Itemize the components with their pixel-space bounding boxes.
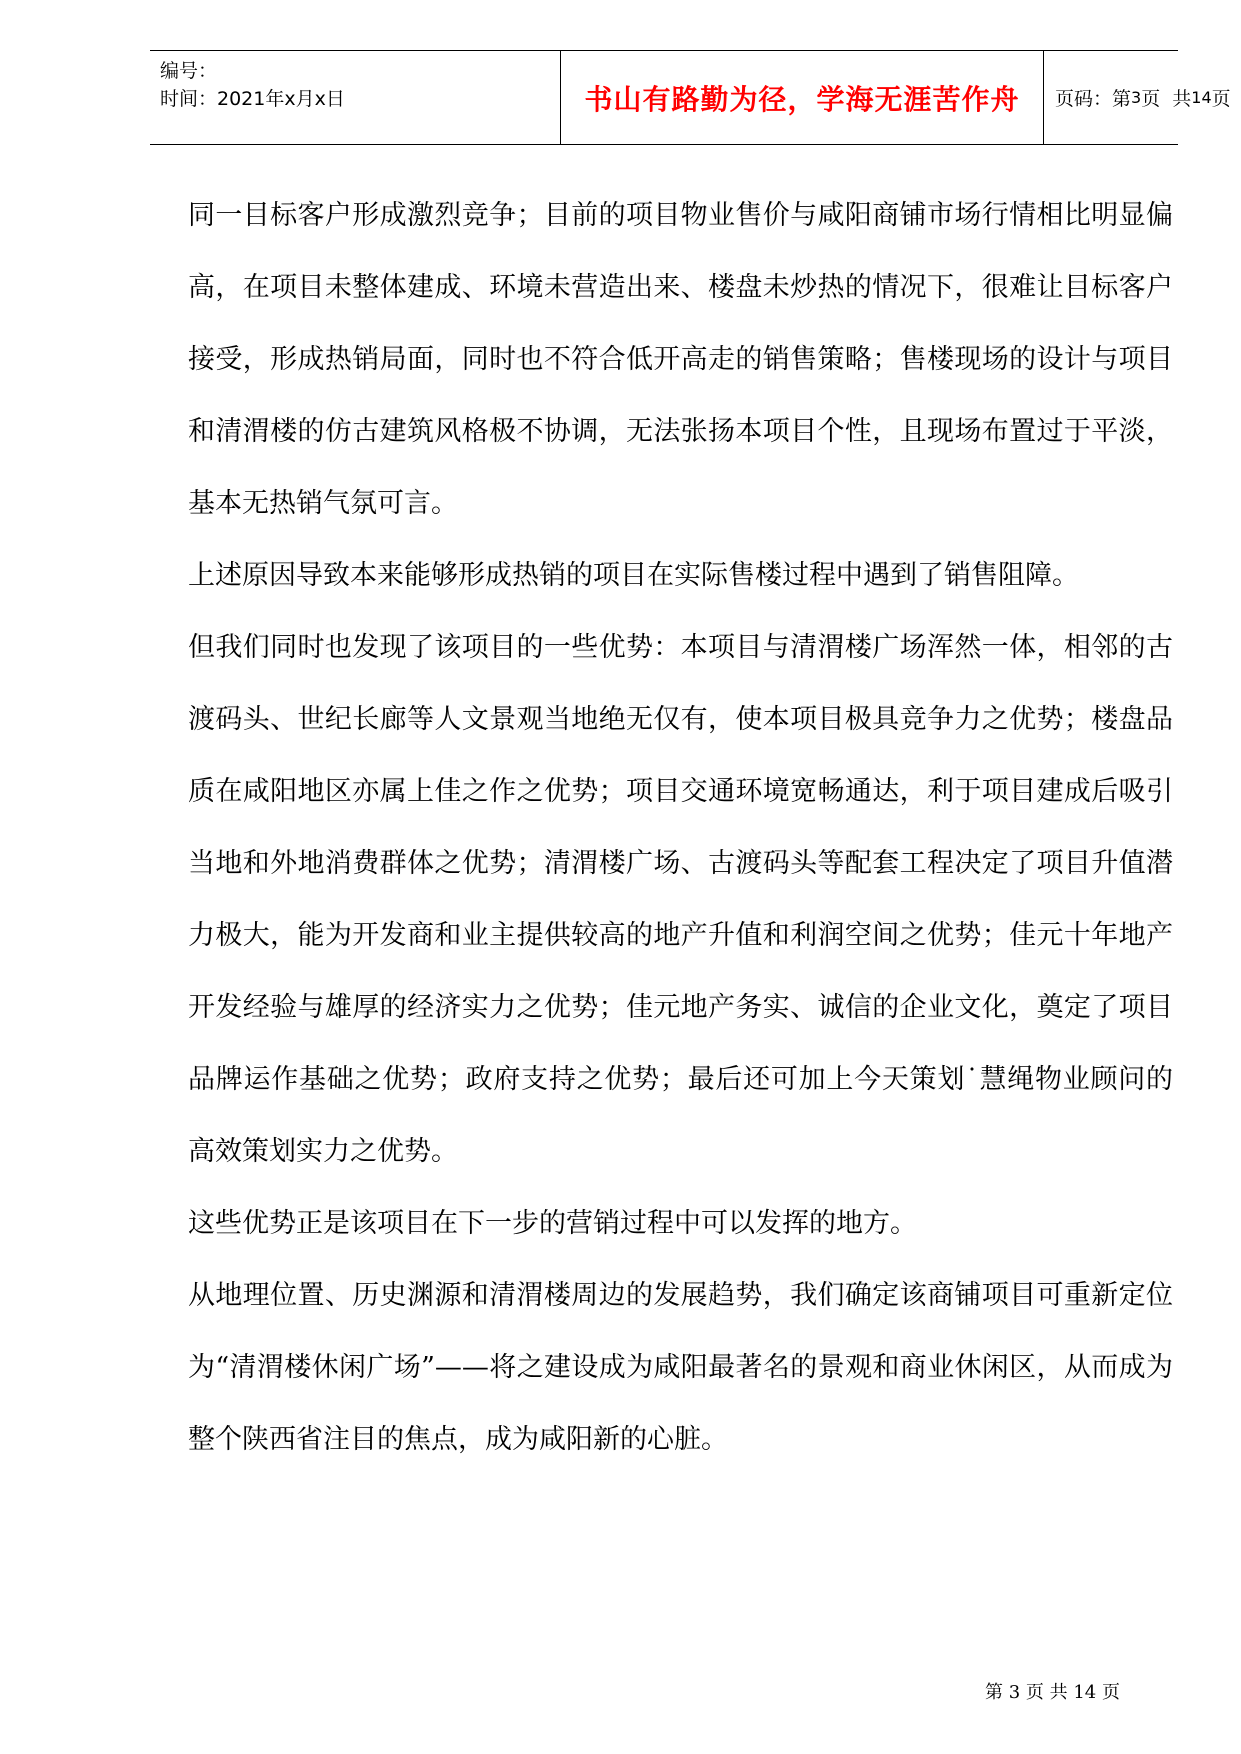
header-motto: 书山有路勤为径，学海无涯苦作舟 — [584, 82, 1020, 116]
body-paragraph: 从地理位置、历史渊源和清渭楼周边的发展趋势，我们确定该商铺项目可重新定位为“清渭楼休闲广场”——将之建设成为咸阳最著名的景观和商业休闲区，从而成为整个陕西省注目的焦点，成为咸阳新的心脏。 — [188, 1280, 1173, 1455]
document-body — [188, 180, 1173, 1476]
page-header — [150, 50, 1231, 145]
header-meta — [160, 57, 550, 113]
page-total: 14 — [1191, 88, 1212, 107]
document-number-label: 编号： — [160, 60, 218, 82]
page-number: 3 — [1131, 88, 1142, 107]
header-divider — [1043, 51, 1044, 144]
header-page-info — [1055, 51, 1231, 144]
body-paragraph: 这些优势正是该项目在下一步的营销过程中可以发挥的地方。 — [188, 1208, 917, 1239]
header-divider — [560, 51, 561, 144]
page-suffix: 页 — [1211, 88, 1231, 110]
page-prefix: 页码：第 — [1055, 88, 1132, 110]
body-paragraph: 上述原因导致本来能够形成热销的项目在实际售楼过程中遇到了销售阻障。 — [188, 560, 1079, 591]
body-paragraph: 但我们同时也发现了该项目的一些优势：本项目与清渭楼广场浑然一体，相邻的古渡码头、世纪长廊等人文景观当地绝无仅有，使本项目极具竞争力之优势；楼盘品质在咸阳地区亦属上佳之作之优势；项目交通环境宽畅通达，利于项目建成后吸引当地和外地消费群体之优势；清渭楼广场、古渡码头等配套工程决定了项目升值潜力极大，能为开发商和业主提供较高的地产升值和利润空间之优势；佳元十年地产开发经验与雄厚的经济实力之优势；佳元地产务实、诚信的企业文化，奠定了项目品牌运作基础之优势；政府支持之优势；最后还可加上今天策划˙慧绳物业顾问的高效策划实力之优势。 — [188, 632, 1173, 1167]
body-paragraph: 同一目标客户形成激烈竞争；目前的项目物业售价与咸阳商铺市场行情相比明显偏高，在项目未整体建成、环境未营造出来、楼盘未炒热的情况下，很难让目标客户接受，形成热销局面，同时也不符合低开高走的销售策略；售楼现场的设计与项目和清渭楼的仿古建筑风格极不协调，无法张扬本项目个性，且现场布置过于平淡，基本无热销气氛可言。 — [188, 200, 1173, 519]
page-footer: 第 3 页 共 14 页 — [985, 1682, 1120, 1703]
document-time-label: 时间：2021年x月x日 — [160, 88, 345, 110]
page-mid: 页 共 — [1141, 88, 1192, 110]
